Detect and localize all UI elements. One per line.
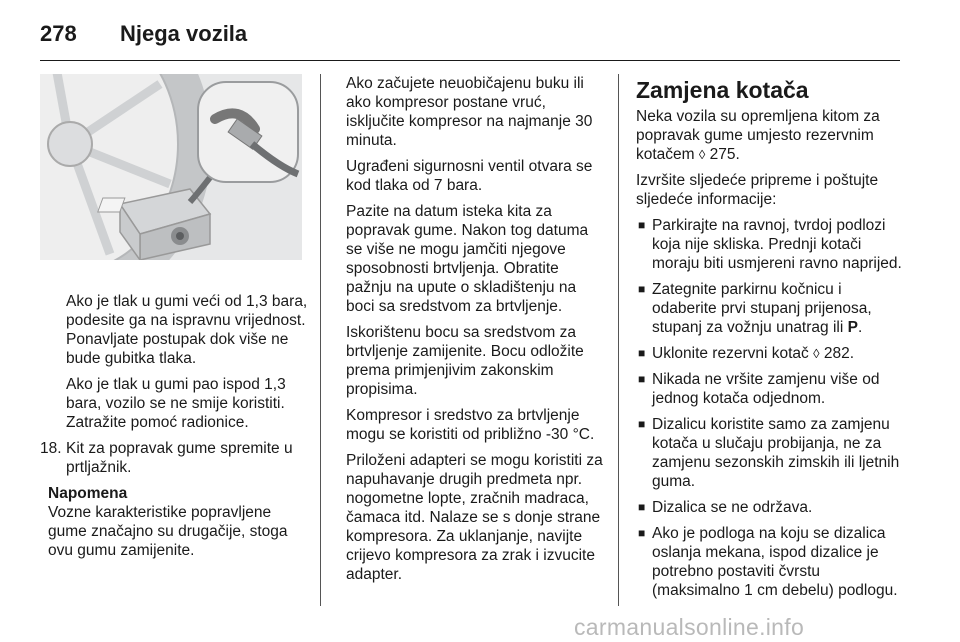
step-text: Kit za popravak gume spremite u prtljažnik. [66,440,293,476]
paragraph: Ako je tlak u gumi veći od 1,3 bara, podesite ga na ispravnu vrijednost. Ponavljate postupak dok više ne bude gubitka tlaka. [66,293,308,367]
page-ref: 282. [823,345,855,362]
bullet-icon: ■ [638,282,646,296]
column-3 [636,74,908,607]
bullet-icon: ■ [638,218,646,232]
page-number: 278 [40,21,77,46]
paragraph: Pazite na datum isteka kita za popravak gume. Nakon tog datuma se više ne mogu jamčiti njegove sposobnosti brtvljenja. Obratite pažnju na upute o skladištenju na boci sa sredstvom za brtvljenje. [346,203,589,315]
intro-paragraph: Neka vozila su opremljena kitom za popravak gume umjesto rezervnim kotačem ◊ 275. [636,108,880,163]
list-item: ■ Dizalicu koristite samo za zamjenu kotača u slučaju probijanja, ne za zamjenu sezonskih zimskih ili ljetnih guma. [638,416,900,490]
page-title: Njega vozila [120,21,248,46]
list-item: ■ Parkirajte na ravnoj, tvrdoj podlozi koja nije skliska. Prednji kotači moraju biti usmjereni ravno naprijed. [638,217,902,272]
page-ref-icon: ◊ [813,346,820,361]
step-18 [40,439,312,477]
list-item: ■ Zategnite parkirnu kočnicu i odaberite prvi stupanj prijenosa, stupanj za vožnju unatrag ili P. [638,281,872,336]
list-item: ■ Uklonite rezervni kotač ◊ 282. [638,345,855,362]
column-2 [346,74,608,591]
list-item: ■ Nikada ne vršite zamjenu više od jednog kotača odjednom. [638,371,880,407]
gear-reverse-label: P [847,319,858,336]
section-heading: Zamjena kotača [636,77,809,103]
bullet-icon: ■ [638,346,646,360]
list-item: ■ Ako je podloga na koju se dizalica oslanja mekana, ispod dizalice je potrebno postaviti čvrstu (maksimalno 1 cm debelu) podlogu. [638,525,898,599]
paragraph: Ugrađeni sigurnosni ventil otvara se kod tlaka od 7 bara. [346,158,593,194]
column-divider [618,74,619,606]
step-number: 18. [40,440,62,457]
tire-compressor-image [40,74,302,260]
tire-compressor-illustration [40,74,302,260]
paragraph: Ako začujete neuobičajenu buku ili ako kompresor postane vruć, isključite kompresor na najmanje 30 minuta. [346,75,593,149]
page-ref: 275. [709,146,740,163]
note-title: Napomena [48,485,128,502]
bullet-icon: ■ [638,417,646,431]
paragraph: Ako je tlak u gumi pao ispod 1,3 bara, vozilo se ne smije koristiti. Zatražite pomoć radionice. [66,376,286,431]
list-item: ■ Dizalica se ne održava. [638,499,813,516]
paragraph: Kompresor i sredstvo za brtvljenje mogu se koristiti od približno -30 °C. [346,407,595,443]
intro-paragraph-2: Izvršite sljedeće pripreme i poštujte sljedeće informacije: [636,172,879,208]
note-text: Vozne karakteristike popravljene gume značajno su drugačije, stoga ovu gumu zamijenite. [48,504,288,559]
bullet-icon: ■ [638,500,646,514]
bullet-icon: ■ [638,526,646,540]
header-rule [40,60,900,61]
column-divider [320,74,321,606]
paragraph: Priloženi adapteri se mogu koristiti za napuhavanje drugih predmeta npr. nogometne lopte, zračnih madraca, čamaca itd. Nalaze se s donje strane kompresora. Za uklanjanje, navijte crijevo kompresora za zrak i izvucite adapter. [346,452,603,583]
column-1 [40,74,312,560]
bullet-icon: ■ [638,372,646,386]
watermark: carmanualsonline.info [574,614,805,640]
note [40,484,312,560]
page-header [40,18,247,50]
paragraph: Iskorištenu bocu sa sredstvom za brtvljenje zamijenite. Bocu odložite prema primjenjivim zakonskim propisima. [346,324,584,398]
page-ref-icon: ◊ [698,147,706,162]
